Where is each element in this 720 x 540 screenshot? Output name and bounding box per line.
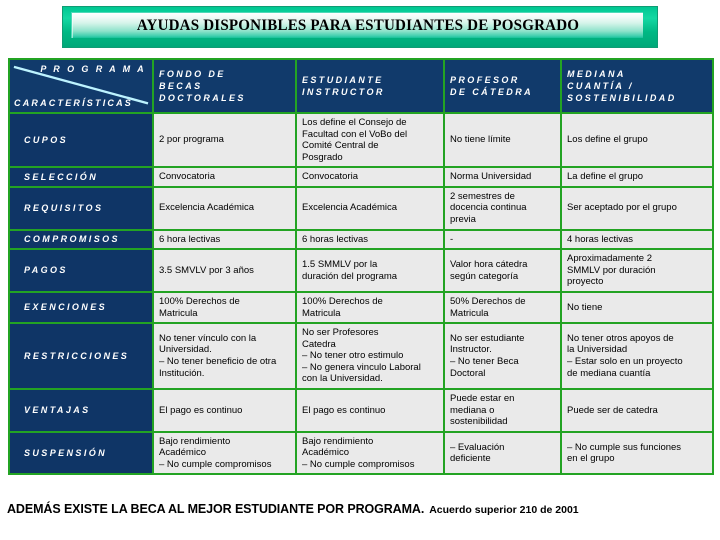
column-header-line: FONDO DE [159, 68, 226, 79]
cell-line: – Estar solo en un proyecto [567, 356, 683, 368]
cell-line: Puede estar en [450, 392, 515, 404]
cell-line: Convocatoria [159, 171, 215, 183]
cell-line: SMMLV por duración [567, 264, 656, 276]
cell-line: 6 horas lectivas [302, 233, 369, 245]
table-cell-r7-c1 [153, 323, 296, 389]
column-header-line: PROFESOR [450, 74, 520, 85]
title-banner [62, 6, 658, 48]
cell-line: en el grupo [567, 453, 615, 465]
table-cell-r5-c3 [444, 249, 561, 292]
table-row [9, 249, 713, 292]
banner-outer-frame [62, 6, 658, 48]
cell-line: Matricula [159, 307, 198, 319]
cell-line: – Evaluación [450, 441, 505, 453]
cell-line: deficiente [450, 453, 491, 465]
cell-line: de mediana cuantía [567, 367, 651, 379]
cell-line: No tiene [567, 301, 603, 313]
row-header-4: COMPROMISOS [9, 230, 153, 250]
corner-header-cell [9, 59, 153, 113]
table-cell-r1-c3 [444, 113, 561, 167]
cell-line: Los define el Consejo de [302, 117, 407, 128]
cell-line: Los define el grupo [567, 134, 648, 146]
cell-line: proyecto [567, 276, 604, 288]
table-cell-r9-c4 [561, 432, 713, 475]
table-row [9, 323, 713, 389]
cell-line: Matricula [450, 307, 489, 319]
table-cell-r2-c3 [444, 167, 561, 187]
cell-line: Excelencia Académica [159, 202, 255, 214]
cell-line: Excelencia Académica [302, 202, 398, 214]
footer-reference-text: Acuerdo superior 210 de 2001 [429, 504, 579, 516]
table-cell-r5-c4 [561, 249, 713, 292]
column-header-2 [296, 59, 444, 113]
row-header-9: SUSPENSIÓN [9, 432, 153, 475]
table-cell-r6-c2 [296, 292, 444, 323]
column-header-line: DE CÁTEDRA [450, 87, 534, 97]
cell-line: No ser Profesores [302, 327, 379, 339]
column-header-line: SOSTENIBILIDAD [567, 93, 677, 104]
cell-line: – No cumple sus funciones [567, 441, 682, 453]
table-cell-r2-c1 [153, 167, 296, 187]
cell-line: La define el grupo [567, 171, 644, 183]
table-cell-r3-c4 [561, 187, 713, 230]
cell-line: – No genera vinculo Laboral [302, 361, 421, 373]
table-cell-r4-c3 [444, 230, 561, 250]
cell-line: 4 horas lectivas [567, 233, 634, 245]
table-cell-r4-c2 [296, 230, 444, 250]
column-header-line: CUANTÍA / [567, 80, 634, 91]
table-row [9, 230, 713, 250]
table-cell-r8-c1 [153, 389, 296, 432]
cell-line: 50% Derechos de [450, 295, 526, 307]
column-header-line: DOCTORALES [159, 93, 246, 104]
cell-line: Académico [159, 447, 206, 459]
cell-line: 2 semestres de [450, 190, 515, 202]
column-header-line: INSTRUCTOR [302, 87, 385, 97]
column-header-line: ESTUDIANTE [302, 74, 384, 85]
cell-line: Norma Universidad [450, 171, 532, 183]
cell-line: – No tener beneficio de otra [159, 356, 277, 368]
column-header-1 [153, 59, 296, 113]
cell-line: Instructor. [450, 344, 492, 356]
table-header-row [9, 59, 713, 113]
table-cell-r5-c1 [153, 249, 296, 292]
row-header-8: VENTAJAS [9, 389, 153, 432]
cell-line: No tiene límite [450, 134, 511, 146]
cell-line: Académico [302, 447, 349, 459]
cell-line: Aproximadamente 2 [567, 253, 653, 265]
cell-line: – No tener Beca [450, 356, 519, 368]
table-row [9, 187, 713, 230]
cell-line: Matricula [302, 307, 341, 319]
table-cell-r2-c4 [561, 167, 713, 187]
cell-line: 100% Derechos de [302, 295, 383, 307]
cell-line: Bajo rendimiento [159, 435, 231, 447]
column-header-3 [444, 59, 561, 113]
table-cell-r5-c2 [296, 249, 444, 292]
table-cell-r6-c3 [444, 292, 561, 323]
cell-line: 6 hora lectivas [159, 233, 221, 245]
cell-line: la Universidad [567, 344, 628, 356]
cell-line: – No tener otro estimulo [302, 350, 404, 362]
cell-line: No tener otros apoyos de [567, 332, 674, 344]
cell-line: Doctoral [450, 367, 486, 379]
corner-characteristics-label: CARACTERÍSTICAS [14, 98, 134, 109]
cell-line: con la Universidad. [302, 373, 383, 385]
row-header-2: SELECCIÓN [9, 167, 153, 187]
table-cell-r7-c4 [561, 323, 713, 389]
table-cell-r9-c1 [153, 432, 296, 475]
row-header-6: EXENCIONES [9, 292, 153, 323]
cell-line: duración del programa [302, 270, 398, 282]
column-header-4 [561, 59, 713, 113]
cell-line: previa [450, 214, 476, 226]
footer-note [7, 500, 579, 518]
cell-line: Catedra [302, 338, 336, 350]
footer-main-text: ADEMÁS EXISTE LA BECA AL MEJOR ESTUDIANTE POR PROGRAMA. [7, 502, 425, 516]
cell-line: 100% Derechos de [159, 295, 240, 307]
table-cell-r8-c3 [444, 389, 561, 432]
comparison-table [8, 58, 714, 475]
cell-line: 1.5 SMMLV por la [302, 258, 378, 270]
row-header-7: RESTRICCIONES [9, 323, 153, 389]
table-row [9, 432, 713, 475]
table-cell-r3-c3 [444, 187, 561, 230]
cell-line: sostenibilidad [450, 416, 508, 428]
corner-program-label: P R O G R A M A [40, 64, 146, 74]
table-cell-r8-c4 [561, 389, 713, 432]
table-cell-r6-c1 [153, 292, 296, 323]
row-header-5: PAGOS [9, 249, 153, 292]
table-cell-r7-c3 [444, 323, 561, 389]
banner-inner-panel [71, 12, 643, 38]
cell-line: Universidad. [159, 344, 212, 356]
row-header-1: CUPOS [9, 113, 153, 167]
table-cell-r1-c1 [153, 113, 296, 167]
cell-line: – No cumple compromisos [159, 458, 272, 470]
table-row [9, 167, 713, 187]
cell-line: mediana o [450, 404, 495, 416]
column-header-line: BECAS [159, 80, 203, 91]
table-cell-r8-c2 [296, 389, 444, 432]
cell-line: Posgrado [302, 151, 343, 163]
cell-line: El pago es continuo [159, 404, 243, 416]
cell-line: según categoría [450, 270, 519, 282]
table-cell-r9-c3 [444, 432, 561, 475]
table-cell-r3-c1 [153, 187, 296, 230]
table-cell-r2-c2 [296, 167, 444, 187]
cell-line: – No cumple compromisos [302, 458, 415, 470]
cell-line: Institución. [159, 367, 205, 379]
cell-line: Bajo rendimiento [302, 435, 374, 447]
cell-line: No ser estudiante [450, 332, 525, 344]
cell-line: Facultad con el VoBo del [302, 128, 408, 140]
table-cell-r4-c4 [561, 230, 713, 250]
cell-line: El pago es continuo [302, 404, 386, 416]
column-header-line: MEDIANA [567, 68, 626, 79]
cell-line: No tener vínculo con la [159, 332, 257, 344]
table-row [9, 292, 713, 323]
cell-line: Puede ser de catedra [567, 404, 658, 416]
table-cell-r3-c2 [296, 187, 444, 230]
table-cell-r1-c2 [296, 113, 444, 167]
cell-line: - [450, 233, 454, 245]
cell-line: 2 por programa [159, 134, 224, 146]
table-row [9, 389, 713, 432]
cell-line: docencia continua [450, 202, 527, 214]
row-header-3: REQUISITOS [9, 187, 153, 230]
page-title: AYUDAS DISPONIBLES PARA ESTUDIANTES DE POSGRADO [136, 16, 579, 34]
table-cell-r9-c2 [296, 432, 444, 475]
table-cell-r6-c4 [561, 292, 713, 323]
cell-line: Valor hora cátedra [450, 258, 528, 270]
table-cell-r4-c1 [153, 230, 296, 250]
cell-line: Convocatoria [302, 171, 358, 183]
cell-line: Comité Central de [302, 140, 379, 152]
cell-line: 3.5 SMVLV por 3 años [159, 264, 254, 276]
table-cell-r7-c2 [296, 323, 444, 389]
table-cell-r1-c4 [561, 113, 713, 167]
cell-line: Ser aceptado por el grupo [567, 202, 677, 214]
table-row [9, 113, 713, 167]
